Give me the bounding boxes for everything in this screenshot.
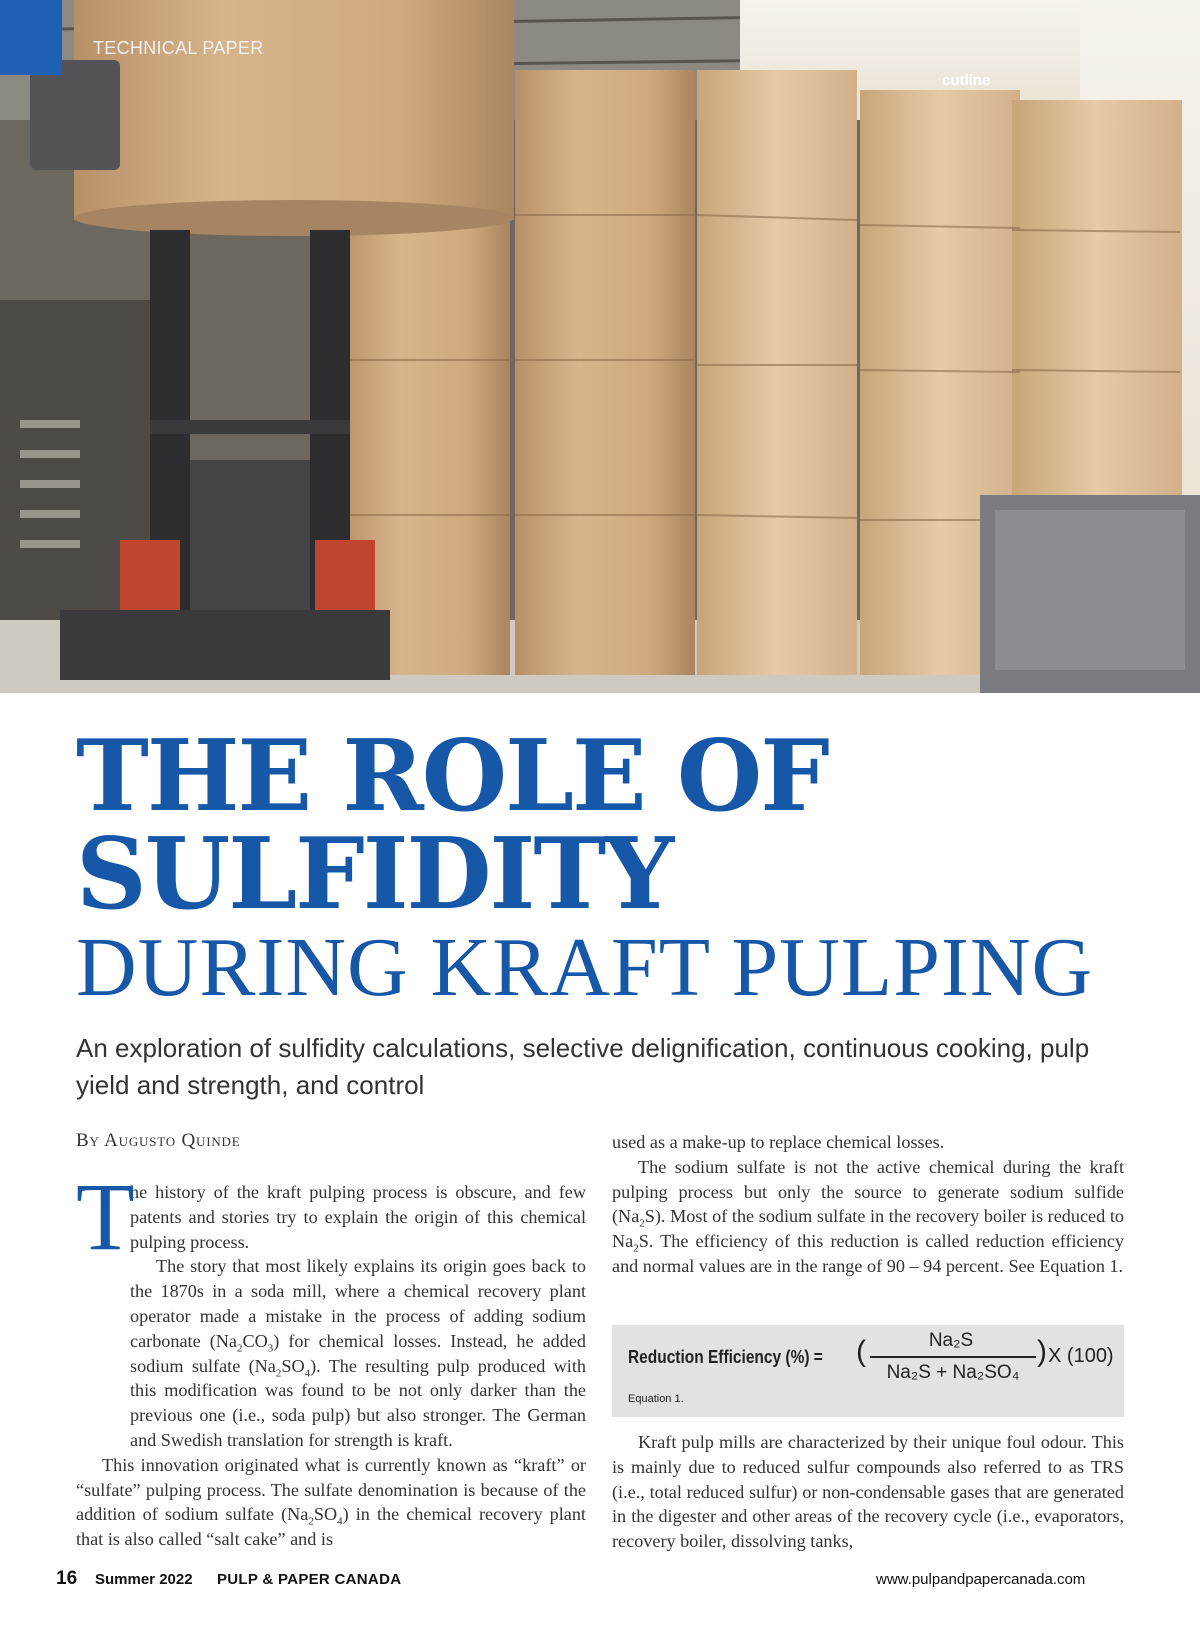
- right-column-bottom: [612, 1430, 1124, 1554]
- innovation-paragraph: [76, 1453, 586, 1552]
- headline-line-2: SULFIDITY: [76, 817, 673, 932]
- intro-paragraph: he history of the kraft pulping process is obscure, and few patents and stories try to explain the origin of this chemical pulping process.: [130, 1182, 586, 1252]
- subscript: 2: [236, 1342, 243, 1355]
- open-paren: (: [856, 1335, 866, 1368]
- subscript: 2: [308, 1516, 314, 1528]
- subscript: 2: [275, 1367, 282, 1380]
- equation-box: [612, 1325, 1124, 1417]
- byline: By Augusto Quinde: [76, 1130, 241, 1151]
- close-paren: ): [1037, 1335, 1047, 1368]
- makeup-paragraph: used as a make-up to replace chemical losses.: [612, 1132, 945, 1152]
- text-span: This innovation originated what is currently known as “kraft” or “sulfate” pulping process. The sulfate denomination is because of the addition of sodium sulfate (Na: [76, 1454, 586, 1525]
- text-span: ). The resulting pulp produced with this modification was found to be not only darker than the previous one (i.e., soda pulp) but also stronger. The German and Swedish translation for strength is kraft.: [130, 1355, 586, 1450]
- equation-numerator: Na₂S: [928, 1330, 974, 1351]
- history-paragraph-start: [130, 1254, 586, 1452]
- hero-photo: [0, 0, 1200, 693]
- equation-factor: (100): [1066, 1345, 1114, 1367]
- text-span: S. The efficiency of this reduction is called reduction efficiency and normal values are in the range of 90 – 94 percent. See Equation 1.: [612, 1231, 1124, 1276]
- left-column: [76, 1163, 586, 1552]
- sodium-sulfate-paragraph: [612, 1155, 1124, 1279]
- publication-name: PULP & PAPER CANADA: [217, 1571, 402, 1588]
- text-span: ) for chemical losses. Instead, he added sodium sulfate (Na: [130, 1330, 586, 1376]
- odour-paragraph: Kraft pulp mills are characterized by their unique foul odour. This is mainly due to reduced sulfur compounds also referred to as TRS (i.e., total reduced sulfur) or non-condensable gases that are generated in the digester and other areas of the recovery cycle (i.e., evaporators, recovery boiler, dissolving tanks,: [612, 1432, 1124, 1552]
- drop-cap: T: [76, 1163, 135, 1270]
- subscript: 2: [633, 1242, 639, 1255]
- page-number: 16: [56, 1568, 78, 1589]
- headline-line-1: THE ROLE OF: [76, 719, 828, 834]
- section-color-block: [0, 0, 62, 75]
- multiplier-sign: X: [1048, 1345, 1062, 1367]
- text-span: The sodium sulfate is not the active chemical during the kraft pulping process but only the source to generate sodium sulfide (Na: [612, 1156, 1124, 1227]
- text-span: CO: [242, 1330, 268, 1351]
- equation-multiplier: [1048, 1345, 1114, 1368]
- subscript: 3: [267, 1342, 274, 1355]
- text-span: SO: [281, 1355, 305, 1376]
- subscript: 2: [639, 1218, 645, 1231]
- fraction-bar: [870, 1356, 1036, 1358]
- website-link[interactable]: www.pulpandpapercanada.com: [876, 1571, 1086, 1588]
- headline-line-3: DURING KRAFT PULPING: [76, 921, 1094, 1014]
- intro-paragraph-wrap: [76, 1163, 586, 1453]
- issue-date: Summer 2022: [95, 1571, 193, 1588]
- equation-caption: Equation 1.: [628, 1393, 684, 1405]
- equation-label: Reduction Efficiency (%) =: [628, 1347, 823, 1367]
- equation-denominator: Na₂S + Na₂SO₄: [886, 1362, 1020, 1383]
- warehouse-paper-rolls-image: [0, 0, 1200, 693]
- text-span: SO: [313, 1504, 338, 1525]
- text-span: The story that most likely explains its origin goes back to the 1870s in a soda mill, where a chemical recovery plant operator made a mistake in the process of adding sodium carbonate (Na: [130, 1256, 586, 1351]
- text-span: S). Most of the sodium sulfate in the recovery boiler is reduced to Na: [612, 1206, 1124, 1252]
- section-label: TECHNICAL PAPER: [93, 38, 264, 58]
- subscript: 4: [304, 1367, 311, 1380]
- subscript: 4: [337, 1516, 343, 1528]
- text-span: ) in the chemical recovery plant that is also called “salt cake” and is: [76, 1504, 586, 1550]
- article-deck: An exploration of sulfidity calculations, selective delignification, continuous cooking, pulp yield and strength, and control: [76, 1033, 1090, 1100]
- right-column-top: [612, 1130, 1124, 1279]
- photo-cutline: cutline: [942, 72, 991, 89]
